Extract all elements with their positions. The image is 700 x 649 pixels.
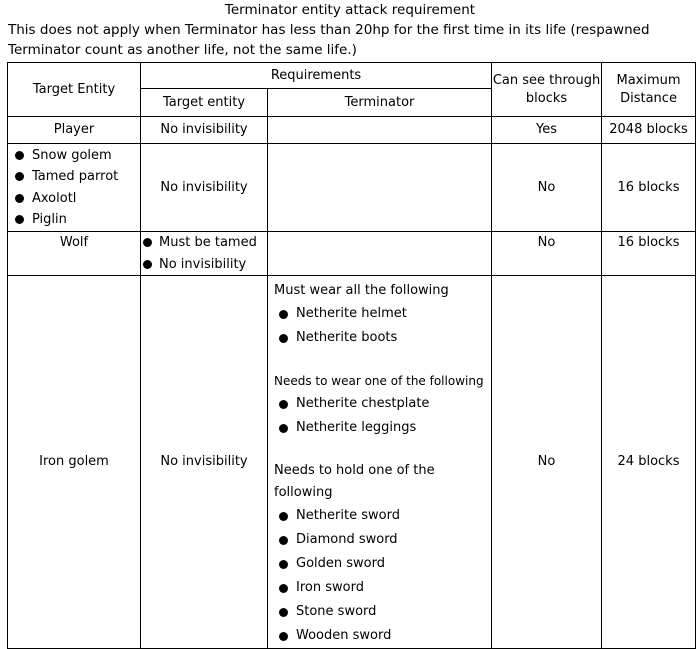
header-req-target: Target entity [141, 89, 268, 117]
list-item: Wooden sword [274, 624, 491, 648]
cell-see-through: Yes [492, 117, 602, 144]
list-item: Piglin [8, 209, 140, 231]
hold-one-label: Needs to hold one of the following [274, 463, 435, 500]
wear-one-label: Needs to wear one of the following [274, 374, 484, 388]
list-item: Diamond sword [274, 528, 491, 552]
header-see-through: Can see through blocks [492, 63, 602, 117]
list-item: Netherite chestplate [274, 392, 491, 416]
list-item: Snow golem [8, 145, 140, 167]
document-title: Terminator entity attack requirement [224, 2, 476, 18]
cell-target-req-list [141, 232, 268, 276]
table-row-iron-golem [8, 276, 696, 649]
cell-entity-list [8, 144, 141, 232]
header-target-entity: Target Entity [8, 63, 141, 117]
header-requirements: Requirements [141, 63, 492, 89]
cell-distance: 16 blocks [602, 232, 696, 276]
cell-see-through: No [492, 232, 602, 276]
table-row-wolf [8, 232, 696, 276]
intro-note: This does not apply when Terminator has less than 20hp for the first time in its life (respawned Terminator count as another life, not the same life.) [8, 22, 650, 58]
cell-terminator-req [268, 232, 492, 276]
cell-terminator-req [268, 144, 492, 232]
cell-target-req: No invisibility [141, 276, 268, 649]
list-item: Netherite boots [274, 326, 491, 350]
cell-entity: Wolf [8, 232, 141, 276]
list-item: Must be tamed [141, 232, 267, 254]
cell-see-through: No [492, 276, 602, 649]
requirements-table [7, 62, 696, 649]
list-item: Tamed parrot [8, 166, 140, 188]
cell-terminator-req [268, 117, 492, 144]
header-req-terminator: Terminator [268, 89, 492, 117]
table-row-player [8, 117, 696, 144]
list-item: No invisibility [141, 254, 267, 276]
list-item: Axolotl [8, 188, 140, 210]
list-item: Netherite helmet [274, 302, 491, 326]
header-max-distance: Maximum Distance [602, 63, 696, 117]
list-item: Iron sword [274, 576, 491, 600]
cell-entity: Player [8, 117, 141, 144]
cell-target-req: No invisibility [141, 144, 268, 232]
list-item: Stone sword [274, 600, 491, 624]
cell-terminator-req [268, 276, 492, 649]
cell-target-req: No invisibility [141, 117, 268, 144]
cell-see-through: No [492, 144, 602, 232]
cell-distance: 24 blocks [602, 276, 696, 649]
must-wear-label: Must wear all the following [274, 283, 449, 298]
cell-entity: Iron golem [8, 276, 141, 649]
cell-distance: 2048 blocks [602, 117, 696, 144]
header-row-1 [8, 63, 696, 89]
list-item: Netherite leggings [274, 416, 491, 440]
list-item: Golden sword [274, 552, 491, 576]
table-row-group [8, 144, 696, 232]
cell-distance: 16 blocks [602, 144, 696, 232]
list-item: Netherite sword [274, 504, 491, 528]
